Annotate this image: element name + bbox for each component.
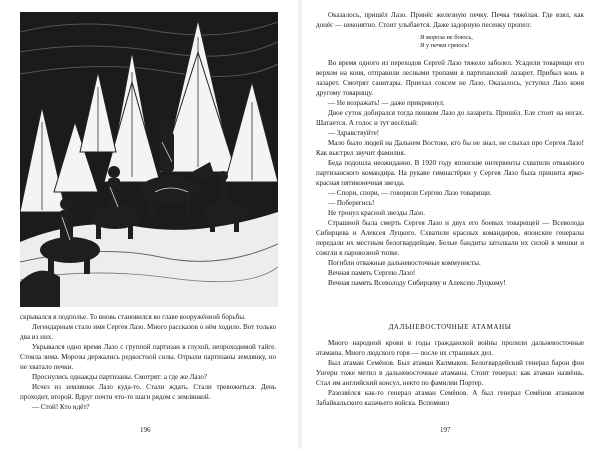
verse-line: Я у печки греюсь! [420, 42, 470, 49]
illustration-svg [20, 12, 278, 307]
paragraph: Не тронул красной звезды Лазо. [328, 209, 426, 217]
paragraph: Был атаман Семёнов. Был атаман Калмыков. Белогвардейский генерал барон фон Унгерн тоже метил в дальневосточные атаманы. Стоит генерал: как атаман назвёшь. Стал им английский консул, некто по фамилии Портер. [316, 359, 584, 387]
paragraph: — Не возражать! — даже прикрикнул. [328, 99, 445, 107]
left-page [0, 0, 298, 449]
paragraph: Погибли отважные дальневосточные коммунисты. [328, 259, 481, 267]
page-number-right: 197 [440, 426, 451, 434]
paragraph: Исчез из землянки Лазо куда-то. Стали ждать. Стали тревожиться. День проходит, второй. Вдруг почти что-то шаги рядом с землянкой. [20, 383, 276, 401]
paragraph: Во время одного из переходов Сергей Лазо тяжело заболел. Усадили товарищи его верхом на коня, отправили лесными тропами в партизанский лазарет. Прибыл конь в лазарет. Смотрят санитары. Приехал совсем не Лазо. Оказалось, уступил Лазо коня другому товарищу. [316, 59, 584, 97]
paragraph: Вечная память Сергею Лазо! [328, 269, 416, 277]
paragraph: Укрывался одно время Лазо с группой партизан в глухой, непроходимой тайге. Стояла зима. Морозы держались редкостной силы. Отрыли партизаны землянку, но не хватало печки. [20, 343, 276, 371]
paragraph: — Стой! Кто идёт? [32, 403, 90, 411]
paragraph: Мало было людей на Дальнем Востоке, кто бы не знал, не слыхал про Сергея Лазо! Как выстрел звучит фамилия. [316, 139, 584, 157]
paragraph: — Здравствуйте! [328, 129, 380, 137]
paragraph: Страшной была смерть Сергея Лазо и двух его боевых товарищей — Всеволода Сибирцева и Алексея Луцкого. Схватили красных командиров, японские генералы передали их местным белогвардейцам. Белые бандиты затолкали их силой в мешки и сожгли в паровозной топке. [316, 219, 584, 257]
paragraph: — Спори, спори, — говорили Сергею Лазо товарищи. [328, 189, 492, 197]
right-page [302, 0, 600, 449]
verse-line: Я мороза не боюсь, [420, 34, 473, 41]
paragraph: скрывался в подполье. То вновь становился во главе вооружённой борьбы. [20, 313, 246, 321]
right-page-section-text [316, 338, 584, 408]
section-heading: ДАЛЬНЕВОСТОЧНЫЕ АТАМАНЫ [388, 323, 512, 331]
paragraph: Разозвёлся как-то генерал атаман Семёнов. А был генерал Семёнов атаманом Забайкальского казачьего войска. Вспомнил [316, 389, 584, 407]
song-verse [420, 34, 584, 50]
paragraph: Легендарным стало имя Сергея Лазо. Много рассказов о нём ходило. Вот только два из них. [20, 323, 276, 341]
right-page-text [316, 10, 584, 288]
paragraph: Проснулись однажды партизаны. Смотрят: а где же Лазо? [32, 373, 208, 381]
left-page-text [20, 312, 276, 412]
paragraph: Беда подошла неожиданно. В 1920 году японские интервенты схватили отважного партизанского командира. На рукаве гимнастёрки у Сергея Лазо была пришита ярко-красная пятиконечная звезда. [316, 159, 584, 187]
paragraph: Двое суток добирался тогда пешком Лазо до лазарета. Пришёл. Еле стоит на ногах. Шатается. А голос и тут весёлый: [316, 109, 584, 127]
page-number-left: 196 [140, 426, 151, 434]
paragraph: Оказалось, пришёл Лазо. Принёс железную печку. Печка тяжёлая. Где взял, как донёс — неконятно. Стоит улыбается. Даже задорную песенку пропел: [316, 11, 584, 29]
paragraph: — Поберегись! [328, 199, 375, 207]
paragraph: Вечная память Всеволоду Сибирцеву и Алексею Луцкому! [328, 279, 506, 287]
paragraph: Много народной крови в годы гражданской войны пролили дальневосточные атаманы. Много людского горя — после их страшных дел. [316, 339, 584, 357]
partisans-illustration [20, 12, 278, 307]
